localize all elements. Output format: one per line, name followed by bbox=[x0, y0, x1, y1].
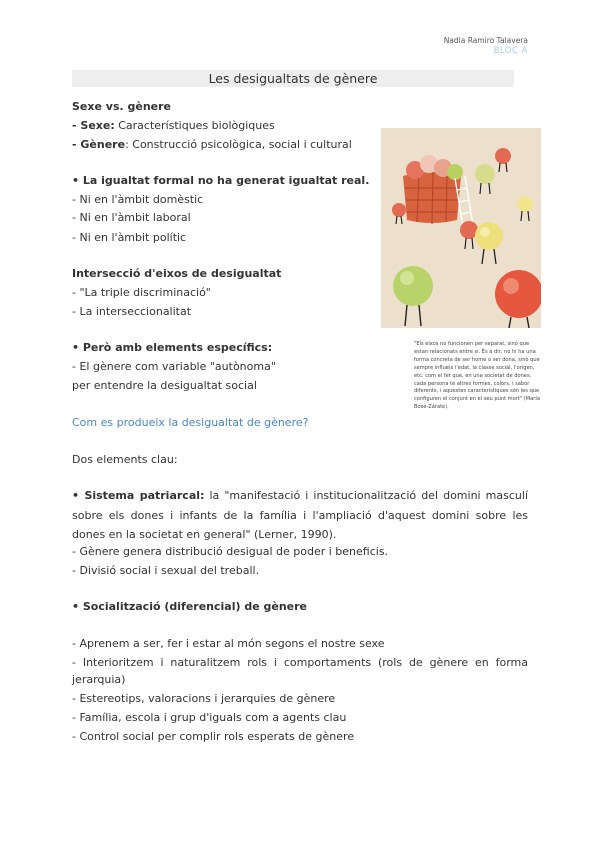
list-item: - Ni en l'àmbit polític bbox=[72, 231, 187, 244]
patriarchy-label: • Sistema patriarcal: bbox=[72, 489, 205, 502]
basket bbox=[403, 172, 461, 224]
list-item: - Ni en l'àmbit laboral bbox=[72, 211, 191, 224]
definition-text: : Construcció psicològica, social i cultural bbox=[125, 138, 352, 151]
list-item: - Divisió social i sexual del treball. bbox=[72, 564, 260, 577]
list-item: - La interseccionalitat bbox=[72, 305, 192, 318]
definition-label: - Gènere bbox=[72, 138, 126, 151]
list-item: - Estereotips, valoracions i jerarquies de gènere bbox=[72, 692, 336, 705]
header-bloc: BLOC A bbox=[493, 46, 528, 56]
section-heading-sexe-genere: Sexe vs. gènere bbox=[72, 100, 172, 113]
definition-genere bbox=[72, 138, 352, 152]
list-item: - Gènere genera distribució desigual de poder i beneficis. bbox=[72, 545, 389, 558]
definition-sexe bbox=[72, 119, 275, 133]
definition-text: Característiques biològiques bbox=[114, 119, 275, 132]
key-elements-label: Dos elements clau: bbox=[72, 453, 178, 466]
list-item: - Ni en l'àmbit domèstic bbox=[72, 193, 204, 206]
list-item: - "La triple discriminació" bbox=[72, 286, 211, 299]
patriarchy-text: la "manifestació i institucionalització del domini masculí sobre els dones i infants de la família i l'ampliació d'aquest domini sobre les dones en la societat en general" (Lerner, 1990). bbox=[72, 489, 528, 541]
section-heading-igualtat: • La igualtat formal no ha generat igualtat real. bbox=[72, 174, 370, 187]
list-item: - Control social per complir rols esperats de gènere bbox=[72, 730, 355, 743]
list-item: per entendre la desigualtat social bbox=[72, 379, 257, 392]
list-item: - Família, escola i grup d'iguals com a agents clau bbox=[72, 711, 347, 724]
patriarchy-paragraph bbox=[72, 486, 528, 545]
apples-illustration bbox=[381, 128, 541, 328]
header-author: Nadia Ramiro Talavera bbox=[443, 36, 528, 45]
image-caption: "Els eixos no funcionen per separat, sinó que estan relacionats entre si. És a dir, no hi ha una forma concreta de ser home o ser dona, sinó que sempre influeix l'edat, la classe social, l'origen, etc. com el fet que, en una societat de dones, cada persona té altres formes, colors, i sabor diferents, i aquestes característiques són les que configuren el conjunt en el seu punt mort" (María Bosé-Zárate). bbox=[414, 341, 540, 411]
page-title: Les desigualtats de gènere bbox=[72, 70, 514, 87]
list-item: - El gènere com variable "autònoma" bbox=[72, 360, 276, 373]
question-heading: Com es produeix la desigualtat de gènere? bbox=[72, 416, 309, 429]
section-heading-elements-especifics: • Però amb elements específics: bbox=[72, 341, 273, 354]
section-heading-socialitzacio: • Socialització (diferencial) de gènere bbox=[72, 600, 308, 613]
section-heading-interseccio: Intersecció d'eixos de desigualtat bbox=[72, 267, 282, 280]
list-item: - Interioritzem i naturalitzem rols i comportaments (rols de gènere en forma jerarquia) bbox=[72, 656, 528, 686]
definition-label: - Sexe: bbox=[72, 119, 115, 132]
list-item: - Aprenem a ser, fer i estar al món segons el nostre sexe bbox=[72, 637, 385, 650]
